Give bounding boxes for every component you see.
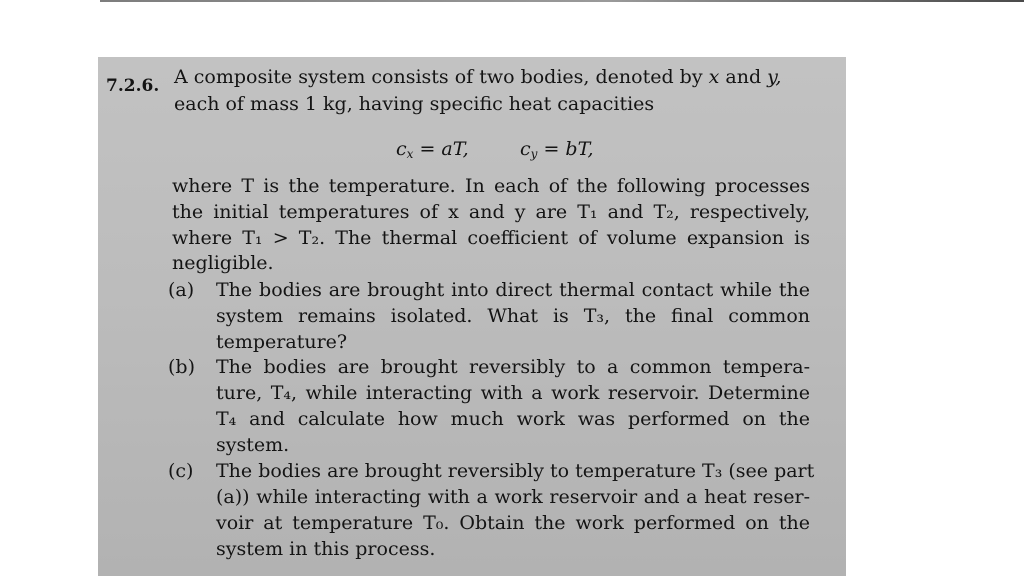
eq-cy-subscript: y bbox=[530, 147, 538, 161]
var-x: x bbox=[708, 66, 720, 88]
part-b-line-2: ture, T₄, while interacting with a work reservoir. Determine bbox=[216, 382, 810, 404]
part-a-label: (a) bbox=[168, 279, 195, 301]
body-line-4: negligible. bbox=[172, 252, 274, 274]
problem-number: 7.2.6. bbox=[106, 76, 160, 96]
part-b-label: (b) bbox=[168, 356, 195, 378]
body-line-3: where T₁ > T₂. The thermal coefficient of volume expansion is bbox=[172, 227, 810, 249]
part-b-line-4: system. bbox=[216, 434, 290, 456]
part-a-line-1: The bodies are brought into direct thermal contact while the bbox=[216, 279, 810, 301]
intro-line-2: each of mass 1 kg, having specific heat capacities bbox=[174, 93, 655, 115]
textbook-photo bbox=[98, 57, 846, 576]
part-a-line-2: system remains isolated. What is T₃, the final common bbox=[216, 305, 810, 327]
intro-line-1-text: A composite system consists of two bodies, denoted by bbox=[174, 66, 703, 88]
part-c-line-4: system in this process. bbox=[216, 538, 436, 560]
part-a-line-3: temperature? bbox=[216, 331, 348, 353]
part-c-line-1: The bodies are brought reversibly to temperature T₃ (see part bbox=[216, 460, 815, 482]
eq-cx-subscript: x bbox=[406, 147, 414, 161]
body-line-2: the initial temperatures of x and y are T₁ and T₂, respectively, bbox=[172, 201, 810, 223]
intro-line-1 bbox=[174, 65, 781, 91]
eq-cy-symbol: c bbox=[520, 138, 531, 160]
eq-cy-rhs: = bT, bbox=[537, 138, 594, 160]
equation-cy bbox=[520, 137, 594, 168]
part-b-line-1: The bodies are brought reversibly to a common tempera- bbox=[216, 356, 810, 378]
part-c-line-2: (a)) while interacting with a work reservoir and a heat reser- bbox=[216, 486, 810, 508]
and-word: and bbox=[725, 66, 762, 88]
eq-cx-symbol: c bbox=[396, 138, 407, 160]
part-b-line-3: T₄ and calculate how much work was performed on the bbox=[216, 408, 810, 430]
body-line-1: where T is the temperature. In each of the following processes bbox=[172, 175, 810, 197]
part-c-label: (c) bbox=[168, 460, 194, 482]
equation-cx bbox=[396, 137, 469, 168]
part-c-line-3: voir at temperature T₀. Obtain the work performed on the bbox=[216, 512, 810, 534]
eq-cx-rhs: = aT, bbox=[413, 138, 469, 160]
var-y: y, bbox=[767, 66, 782, 88]
top-rule bbox=[100, 0, 1024, 2]
